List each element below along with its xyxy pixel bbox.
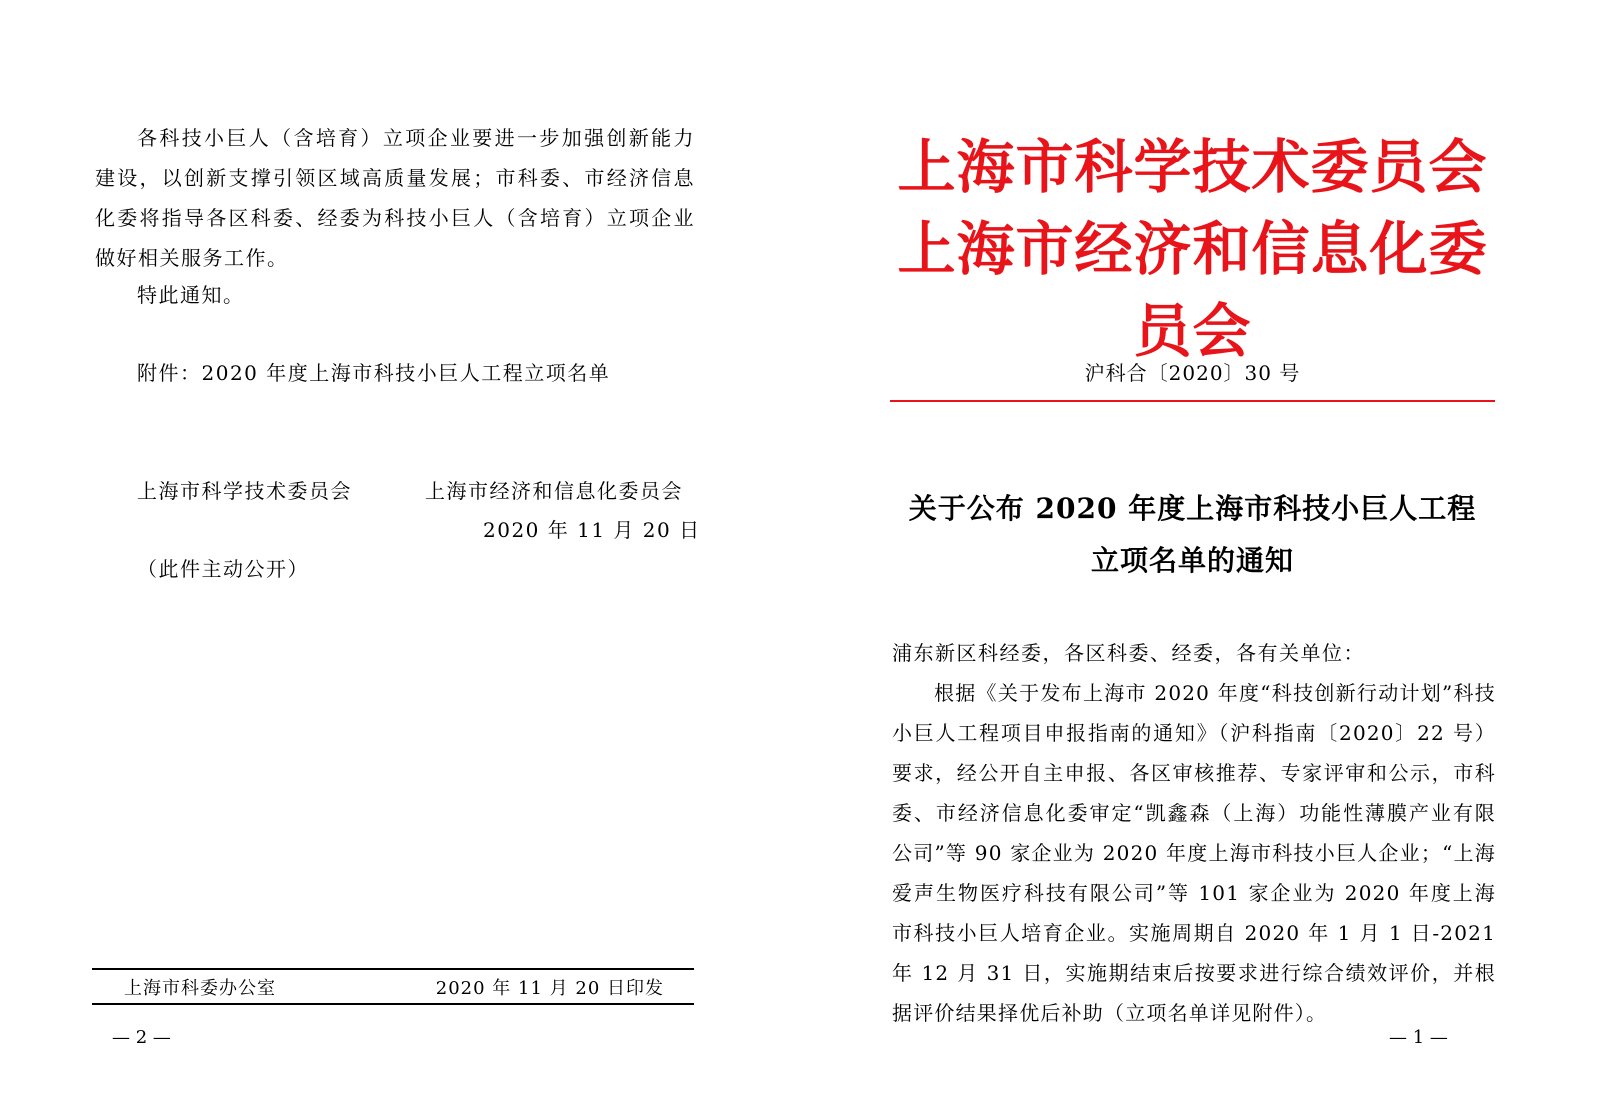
red-divider-line	[890, 400, 1495, 402]
attachment-line: 附件：2020 年度上海市科技小巨人工程立项名单	[137, 361, 611, 385]
signatory-science-commission: 上海市科学技术委员会	[137, 479, 352, 503]
notice-body-paragraph: 根据《关于发布上海市 2020 年度“科技创新行动计划”科技小巨人工程项目申报指南的通知》（沪科指南〔2020〕22 号）要求，经公开自主申报、各区审核推荐、专家评审和公示，市科委、市经济信息化委审定“凯鑫森（上海）功能性薄膜产业有限公司”等 90 家企业为 2020 年度上海市科技小巨人企业；“上海爱声生物医疗科技有限公司”等 101 家企业为 2020 年度上海市科技小巨人培育企业。实施周期自 2020 年 1 月 1 日-2021 年 12 月 31 日，实施期结束后按要求进行综合绩效评价，并根据评价结果择优后补助（立项名单详见附件）。	[892, 681, 1496, 1025]
left-body-paragraph: 各科技小巨人（含培育）立项企业要进一步加强创新能力建设，以创新支撑引领区域高质量发展；市科委、市经济信息化委将指导各区科委、经委为科技小巨人（含培育）立项企业做好相关服务工作。	[95, 126, 695, 270]
footer-office: 上海市科委办公室	[124, 978, 276, 999]
notice-title-line-2: 立项名单的通知	[1090, 544, 1294, 577]
salutation: 浦东新区科经委，各区科委、经委，各有关单位：	[892, 641, 1365, 665]
document-number: 沪科合〔2020〕30 号	[1084, 361, 1301, 385]
signature-date: 2020 年 11 月 20 日	[483, 518, 701, 542]
page-number-left: — 2 —	[112, 1027, 171, 1048]
disclosure-note: （此件主动公开）	[137, 557, 309, 581]
notice-title-line-1: 关于公布 2020 年度上海市科技小巨人工程	[908, 492, 1477, 525]
right-page	[800, 0, 1600, 1112]
page-number-right: — 1 —	[1389, 1027, 1448, 1048]
footer-print-date: 2020 年 11 月 20 日印发	[435, 978, 664, 999]
print-footer	[92, 968, 694, 1005]
closing-text: 特此通知。	[137, 283, 245, 307]
signatory-economy-commission: 上海市经济和信息化委员会	[425, 479, 683, 503]
issuer-title-economy-commission: 上海市经济和信息化委员会	[897, 215, 1488, 365]
issuer-title-science-commission: 上海市科学技术委员会	[897, 133, 1488, 201]
